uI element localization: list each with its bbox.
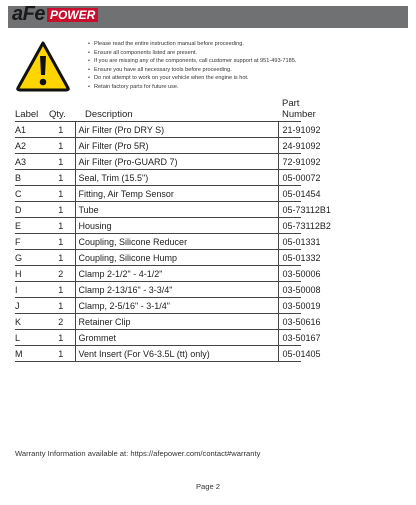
warranty-info: Warranty Information available at: https://afepower.com/contact#warranty — [15, 449, 261, 458]
cell-part-number: 21-91092 — [278, 122, 301, 138]
cell-part-number: 72-91092 — [278, 154, 301, 170]
table-row — [15, 234, 301, 250]
cell-description: Housing — [75, 218, 278, 234]
cell-qty: 2 — [47, 314, 75, 330]
header-description: Description — [75, 98, 278, 122]
cell-label: E — [15, 218, 47, 234]
cell-part-number: 05-01332 — [278, 250, 301, 266]
cell-description: Coupling, Silicone Hump — [75, 250, 278, 266]
cell-label: D — [15, 202, 47, 218]
cell-description: Air Filter (Pro-GUARD 7) — [75, 154, 278, 170]
table-row — [15, 266, 301, 282]
cell-label: M — [15, 346, 47, 362]
cell-description: Clamp 2-1/2" - 4-1/2" — [75, 266, 278, 282]
cell-qty: 1 — [47, 298, 75, 314]
cell-label: L — [15, 330, 47, 346]
cell-part-number: 03-50616 — [278, 314, 301, 330]
table-row — [15, 202, 301, 218]
cell-part-number: 03-50006 — [278, 266, 301, 282]
cell-label: J — [15, 298, 47, 314]
cell-description: Vent Insert (For V6-3.5L (tt) only) — [75, 346, 278, 362]
cell-part-number: 05-01405 — [278, 346, 301, 362]
header-qty: Qty. — [47, 98, 75, 122]
cell-description: Grommet — [75, 330, 278, 346]
table-row — [15, 298, 301, 314]
cell-description: Air Filter (Pro 5R) — [75, 138, 278, 154]
cell-qty: 1 — [47, 154, 75, 170]
cell-qty: 1 — [47, 346, 75, 362]
cell-part-number: 03-50008 — [278, 282, 301, 298]
cell-part-number: 05-73112B2 — [278, 218, 301, 234]
cell-label: A1 — [15, 122, 47, 138]
cell-part-number: 24-91092 — [278, 138, 301, 154]
cell-label: C — [15, 186, 47, 202]
cell-qty: 1 — [47, 330, 75, 346]
cell-qty: 1 — [47, 202, 75, 218]
cell-qty: 1 — [47, 138, 75, 154]
cell-label: A3 — [15, 154, 47, 170]
cell-label: K — [15, 314, 47, 330]
warning-item: • Ensure all components listed are present. — [88, 49, 408, 58]
cell-description: Retainer Clip — [75, 314, 278, 330]
cell-qty: 1 — [47, 122, 75, 138]
cell-part-number: 05-00072 — [278, 170, 301, 186]
cell-description: Air Filter (Pro DRY S) — [75, 122, 278, 138]
parts-table — [15, 98, 331, 362]
cell-label: I — [15, 282, 47, 298]
table-row — [15, 170, 301, 186]
cell-qty: 1 — [47, 186, 75, 202]
logo-text: aFe — [12, 3, 45, 25]
page-number: Page 2 — [195, 482, 221, 491]
cell-part-number: 05-01454 — [278, 186, 301, 202]
cell-label: G — [15, 250, 47, 266]
cell-description: Clamp, 2-5/16" - 3-1/4" — [75, 298, 278, 314]
table-row — [15, 250, 301, 266]
cell-qty: 1 — [47, 282, 75, 298]
table-row — [15, 154, 301, 170]
cell-label: B — [15, 170, 47, 186]
header-part-number: Part Number — [278, 98, 301, 122]
cell-description: Fitting, Air Temp Sensor — [75, 186, 278, 202]
table-row — [15, 122, 301, 138]
table-row — [15, 346, 301, 362]
cell-description: Coupling, Silicone Reducer — [75, 234, 278, 250]
logo-sub-text: POWER — [47, 8, 98, 22]
table-row — [15, 314, 301, 330]
cell-label: F — [15, 234, 47, 250]
warning-item: • Please read the entire instruction manual before proceeding. — [88, 40, 408, 49]
cell-part-number: 03-50019 — [278, 298, 301, 314]
cell-qty: 1 — [47, 250, 75, 266]
warning-item: • Retain factory parts for future use. — [88, 83, 408, 92]
cell-qty: 1 — [47, 218, 75, 234]
cell-qty: 2 — [47, 266, 75, 282]
table-row — [15, 218, 301, 234]
table-row — [15, 138, 301, 154]
cell-part-number: 03-50167 — [278, 330, 301, 346]
cell-description: Clamp 2-13/16" - 3-3/4" — [75, 282, 278, 298]
cell-qty: 1 — [47, 170, 75, 186]
table-row — [15, 282, 301, 298]
warning-item: • Do not attempt to work on your vehicle when the engine is hot. — [88, 74, 408, 83]
warning-icon — [15, 40, 71, 92]
warning-item: • Ensure you have all necessary tools before proceeding. — [88, 66, 408, 75]
cell-description: Tube — [75, 202, 278, 218]
cell-part-number: 05-73112B1 — [278, 202, 301, 218]
table-row — [15, 186, 301, 202]
warning-list — [88, 40, 408, 92]
warning-item: • If you are missing any of the components, call customer support at 951-493-7185. — [88, 57, 408, 66]
cell-part-number: 05-01331 — [278, 234, 301, 250]
table-row — [15, 330, 301, 346]
cell-description: Seal, Trim (15.5") — [75, 170, 278, 186]
cell-qty: 1 — [47, 234, 75, 250]
afe-power-logo — [12, 2, 98, 24]
cell-label: A2 — [15, 138, 47, 154]
table-header-row — [15, 98, 301, 122]
cell-label: H — [15, 266, 47, 282]
header-label: Label — [15, 98, 47, 122]
